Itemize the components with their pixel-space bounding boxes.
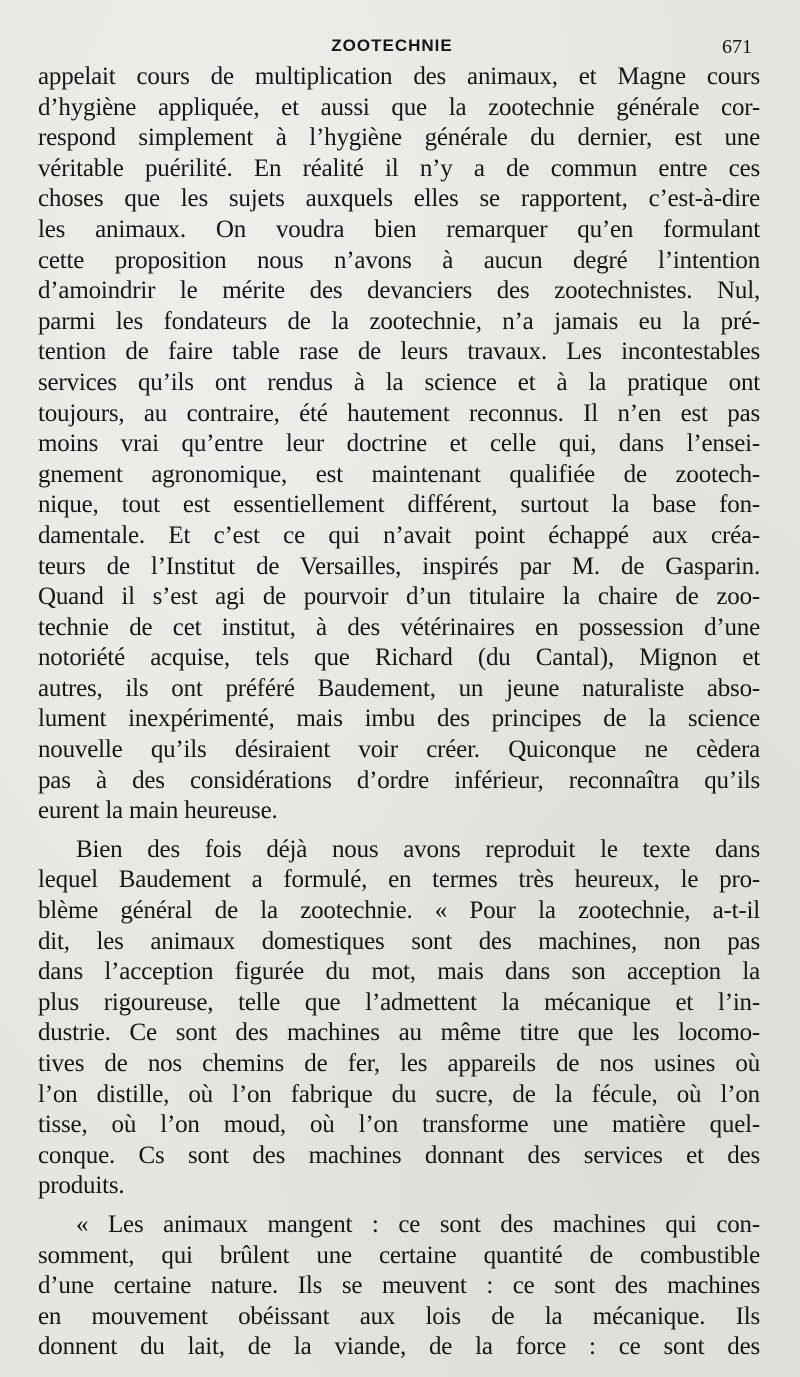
- text-line: tention de faire table rase de leurs travaux. Les incontestables: [38, 338, 760, 366]
- running-header: [0, 34, 800, 60]
- text-line: d’amoindrir le mérite des devanciers des zootechnistes. Nul,: [38, 277, 760, 305]
- text-line: blème général de la zootechnie. « Pour la zootechnie, a-t-il: [38, 897, 760, 925]
- text-line: Bien des fois déjà nous avons reproduit le texte dans: [76, 835, 760, 863]
- text-line: tisse, où l’on moud, où l’on transforme une matière quel-: [38, 1111, 760, 1139]
- text-line: somment, qui brûlent une certaine quantité de combustible: [38, 1241, 760, 1269]
- text-line: donnent du lait, de la viande, de la force : ce sont des: [38, 1333, 760, 1361]
- text-line: nique, tout est essentiellement différent, surtout la base fon-: [38, 491, 760, 519]
- text-line: choses que les sujets auxquels elles se rapportent, c’est-à-dire: [38, 185, 760, 213]
- body-text: [38, 62, 760, 1363]
- text-line: lequel Baudement a formulé, en termes très heureux, le pro-: [38, 866, 760, 894]
- text-line: d’hygiène appliquée, et aussi que la zootechnie générale cor-: [38, 93, 760, 121]
- text-line: eurent la main heureuse.: [38, 797, 278, 825]
- paragraph-1: [38, 62, 760, 827]
- paragraph-3: [38, 1210, 760, 1363]
- page-number: 671: [722, 36, 752, 58]
- text-line: services qu’ils ont rendus à la science et à la pratique ont: [38, 368, 760, 396]
- text-line: plus rigoureuse, telle que l’admettent la mécanique et l’in-: [38, 988, 760, 1016]
- text-line: parmi les fondateurs de la zootechnie, n’a jamais eu la pré-: [38, 307, 760, 335]
- text-line: moins vrai qu’entre leur doctrine et celle qui, dans l’ensei-: [38, 430, 760, 458]
- text-line: les animaux. On voudra bien remarquer qu’en formulant: [38, 215, 760, 243]
- text-line: technie de cet institut, à des vétérinaires en possession d’une: [38, 613, 760, 641]
- text-line: notoriété acquise, tels que Richard (du Cantal), Mignon et: [38, 644, 760, 672]
- paragraph-2: [38, 835, 760, 1202]
- text-line: toujours, au contraire, été hautement reconnus. Il n’en est pas: [38, 399, 760, 427]
- text-line: tives de nos chemins de fer, les appareils de nos usines où: [38, 1050, 760, 1077]
- text-line: lument inexpérimenté, mais imbu des principes de la science: [38, 705, 760, 733]
- text-line: dustrie. Ce sont des machines au même titre que les locomo-: [38, 1019, 760, 1047]
- text-line: appelait cours de multiplication des animaux, et Magne cours: [38, 63, 760, 90]
- text-line: Quand il s’est agi de pourvoir d’un titulaire la chaire de zoo-: [38, 583, 760, 611]
- text-line: dit, les animaux domestiques sont des machines, non pas: [38, 927, 760, 955]
- text-line: respond simplement à l’hygiène générale du dernier, est une: [38, 124, 760, 152]
- text-line: damentale. Et c’est ce qui n’avait point échappé aux créa-: [38, 521, 760, 549]
- text-line: véritable puérilité. En réalité il n’y a de commun entre ces: [38, 154, 760, 182]
- running-title: ZOOTECHNIE: [331, 36, 453, 55]
- text-line: teurs de l’Institut de Versailles, inspirés par M. de Gasparin.: [38, 552, 760, 580]
- text-line: autres, ils ont préféré Baudement, un jeune naturaliste abso-: [38, 674, 760, 702]
- text-line: pas à des considérations d’ordre inférieur, reconnaîtra qu’ils: [38, 766, 760, 794]
- text-line: en mouvement obéissant aux lois de la mécanique. Ils: [38, 1302, 760, 1330]
- text-line: « Les animaux mangent : ce sont des machines qui con-: [76, 1210, 760, 1238]
- text-line: dans l’acception figurée du mot, mais dans son acception la: [38, 958, 760, 986]
- text-line: nouvelle qu’ils désiraient voir créer. Quiconque ne cèdera: [38, 736, 760, 764]
- paragraph-gap: [38, 1202, 760, 1210]
- text-line: d’une certaine nature. Ils se meuvent : ce sont des machines: [38, 1272, 760, 1300]
- text-line: cette proposition nous n’avons à aucun degré l’intention: [38, 246, 760, 274]
- text-line: produits.: [38, 1172, 125, 1200]
- text-line: conque. Cs sont des machines donnant des services et des: [38, 1141, 760, 1169]
- text-line: l’on distille, où l’on fabrique du sucre, de la fécule, où l’on: [38, 1080, 760, 1108]
- paragraph-gap: [38, 827, 760, 835]
- text-line: gnement agronomique, est maintenant qualifiée de zootech-: [38, 460, 760, 488]
